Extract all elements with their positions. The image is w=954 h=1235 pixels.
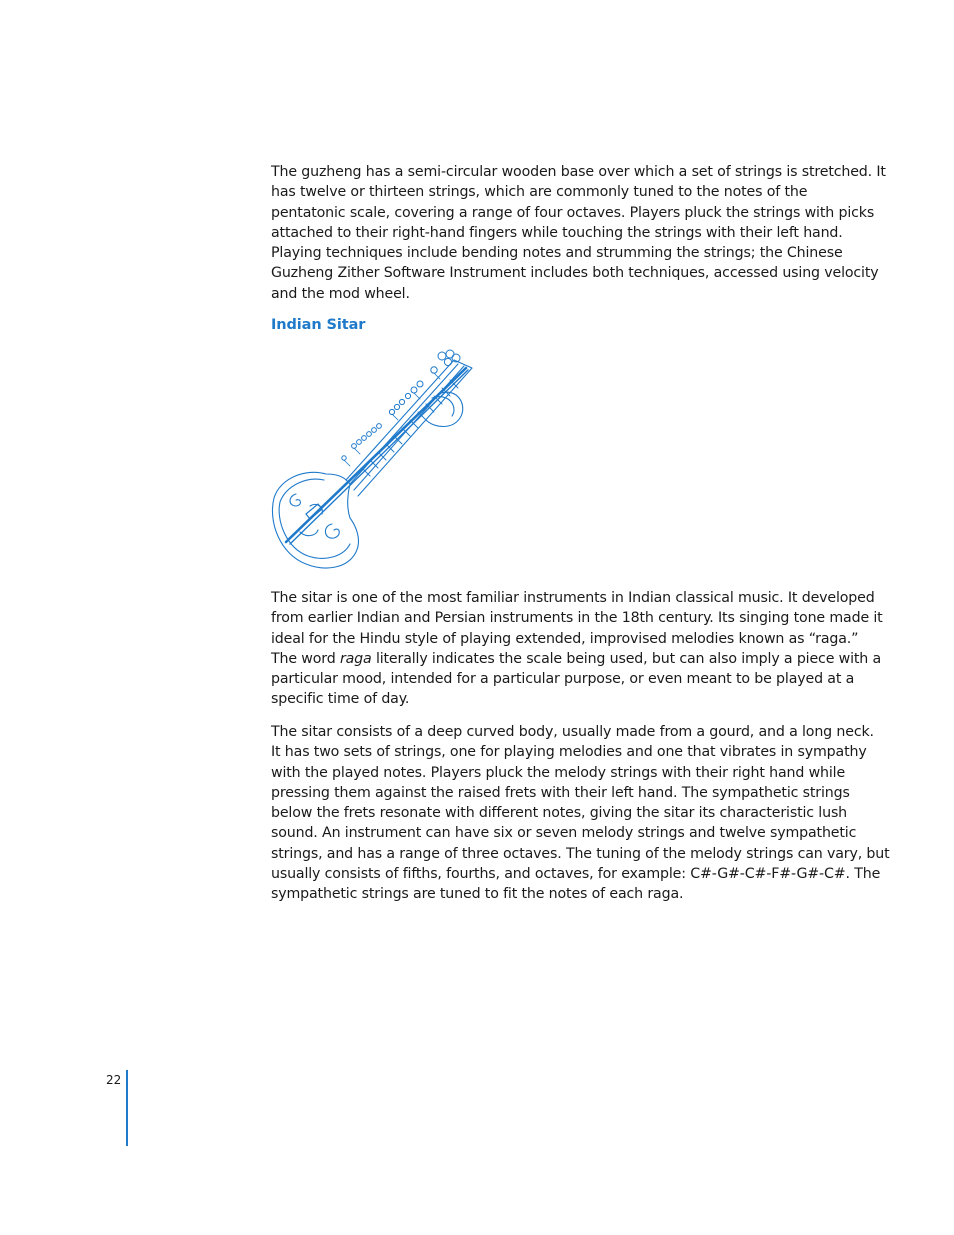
- page-number: 22: [106, 1073, 122, 1087]
- text-line: specific time of day.: [271, 691, 410, 708]
- guzheng-paragraph: [271, 162, 886, 304]
- text-run: literally indicates the scale being used, but can also imply a piece with a: [371, 650, 882, 667]
- sitar-construction-paragraph: [271, 722, 890, 905]
- section-heading: Indian Sitar: [271, 317, 366, 333]
- text-run: The word: [271, 650, 340, 667]
- sitar-illustration: [266, 346, 478, 576]
- text-line: pressing them against the raised frets with their left hand. The sympathetic strings: [271, 784, 850, 801]
- text-line: and the mod wheel.: [271, 285, 410, 302]
- text-line: with the played notes. Players pluck the melody strings with their right hand while: [271, 764, 846, 781]
- text-line: Playing techniques include bending notes and strumming the strings; the Chinese: [271, 245, 843, 262]
- text-line: usually consists of fifths, fourths, and octaves, for example: C#-G#-C#-F#-G#-C#. The: [271, 866, 881, 883]
- text-line: [271, 649, 882, 669]
- text-line: ideal for the Hindu style of playing extended, improvised melodies known as “raga.”: [271, 630, 859, 647]
- text-line: sympathetic strings are tuned to fit the notes of each raga.: [271, 886, 684, 903]
- text-line: It has two sets of strings, one for playing melodies and one that vibrates in sympathy: [271, 744, 867, 761]
- italic-term: raga: [339, 650, 372, 667]
- text-line: attached to their right-hand fingers while touching the strings with their left hand.: [271, 224, 843, 241]
- text-line: below the frets resonate with different notes, giving the sitar its characteristic lush: [271, 805, 848, 822]
- text-line: Guzheng Zither Software Instrument includes both techniques, accessed using velocity: [271, 265, 879, 282]
- sitar-history-paragraph: [271, 588, 883, 710]
- text-line: particular mood, intended for a particular purpose, or even meant to be played at a: [271, 671, 855, 688]
- text-line: The guzheng has a semi-circular wooden base over which a set of strings is stretched. It: [271, 164, 886, 180]
- text-line: strings, and has a range of three octaves. The tuning of the melody strings can vary, but: [271, 845, 890, 862]
- page-margin-rule: [126, 1070, 128, 1146]
- text-line: has twelve or thirteen strings, which are commonly tuned to the notes of the: [271, 184, 808, 201]
- text-line: sound. An instrument can have six or seven melody strings and twelve sympathetic: [271, 825, 857, 842]
- text-line: from earlier Indian and Persian instruments in the 18th century. Its singing tone made it: [271, 610, 883, 627]
- text-line: The sitar consists of a deep curved body, usually made from a gourd, and a long neck.: [271, 724, 874, 740]
- text-line: pentatonic scale, covering a range of four octaves. Players pluck the strings with picks: [271, 204, 875, 221]
- text-line: The sitar is one of the most familiar instruments in Indian classical music. It developed: [271, 590, 875, 606]
